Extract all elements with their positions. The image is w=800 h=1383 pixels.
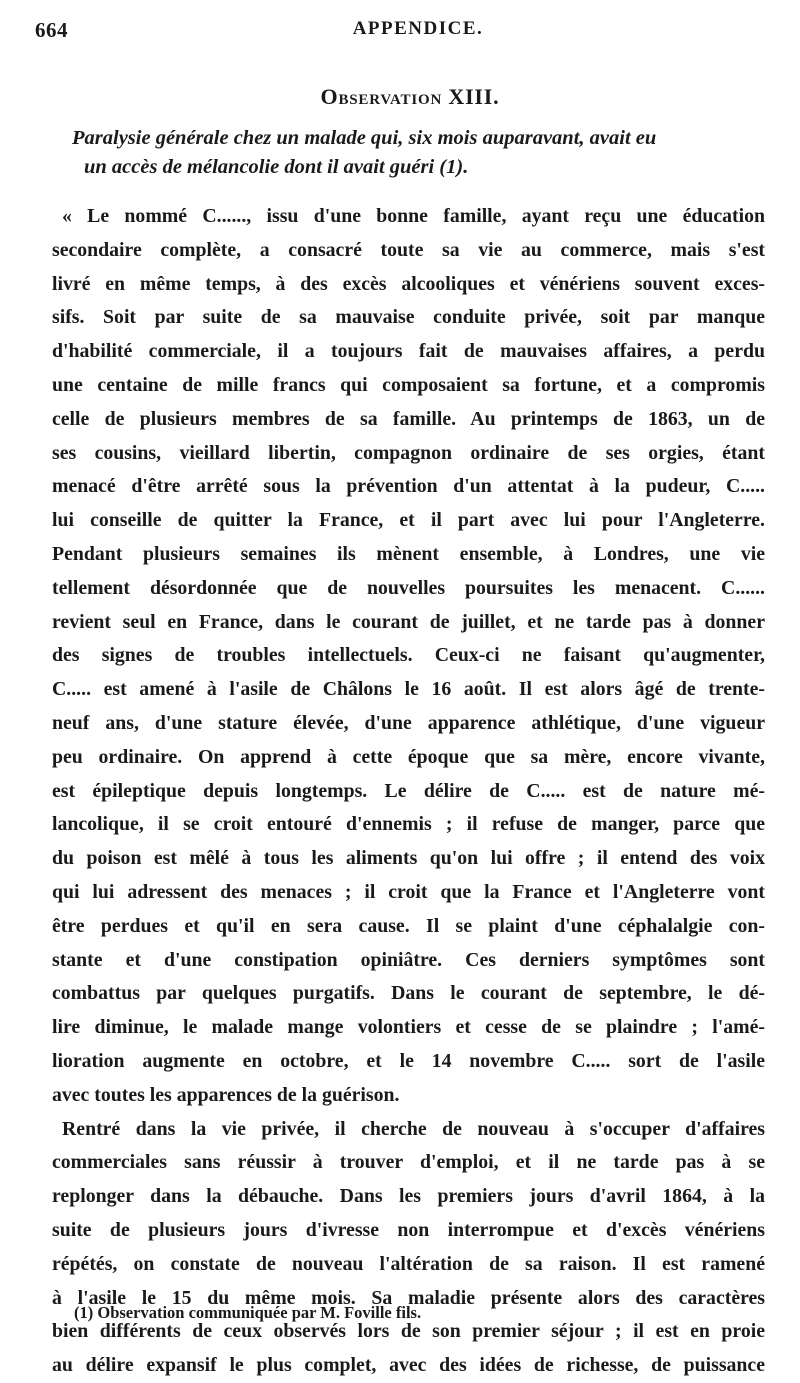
body-line: à l'asile le 15 du même mois. Sa maladie présente alors des caractères <box>52 1286 765 1309</box>
case-title <box>72 124 742 182</box>
body-line: du poison est mêlé à tous les aliments qu'on lui offre ; il entend des voix <box>52 847 765 870</box>
body-text <box>52 200 765 1383</box>
body-line: au délire expansif le plus complet, avec des idées de richesse, de puissance <box>52 1354 765 1377</box>
body-line: Rentré dans la vie privée, il cherche de nouveau à s'occuper d'affaires <box>62 1117 765 1140</box>
body-line: être perdues et qu'il en sera cause. Il se plaint d'une céphalalgie con- <box>52 914 765 937</box>
body-line: celle de plusieurs membres de sa famille. Au printemps de 1863, un de <box>52 407 765 430</box>
body-line: des signes de troubles intellectuels. Ceux-ci ne faisant qu'augmenter, <box>52 644 765 667</box>
body-line: menacé d'être arrêté sous la prévention d'un attentat à la pudeur, C..... <box>52 475 765 498</box>
body-line: ses cousins, vieillard libertin, compagnon ordinaire de ses orgies, étant <box>52 441 765 464</box>
body-line: d'habilité commerciale, il a toujours fait de mauvaises affaires, a perdu <box>52 340 765 363</box>
body-line: lui conseille de quitter la France, et il part avec lui pour l'Angleterre. <box>52 509 765 532</box>
observation-title: Observation XIII. <box>320 84 500 109</box>
running-head: APPENDICE. <box>352 18 484 39</box>
body-line: est épileptique depuis longtemps. Le délire de C..... est de nature mé- <box>52 779 765 802</box>
body-line: replonger dans la débauche. Dans les premiers jours d'avril 1864, à la <box>52 1185 765 1208</box>
body-line: C..... est amené à l'asile de Châlons le 16 août. Il est alors âgé de trente- <box>52 678 765 701</box>
case-title-line-2: un accès de mélancolie dont il avait guéri (1). <box>84 156 469 178</box>
body-line: sifs. Soit par suite de sa mauvaise conduite privée, soit par manque <box>52 306 765 329</box>
body-line: Pendant plusieurs semaines ils mènent ensemble, à Londres, une vie <box>52 542 765 565</box>
page-header <box>35 18 765 48</box>
body-line: lire diminue, le malade mange volontiers et cesse de se plaindre ; l'amé- <box>52 1016 765 1039</box>
body-line: livré en même temps, à des excès alcooliques et vénériens souvent exces- <box>52 272 765 295</box>
case-title-line-1: Paralysie générale chez un malade qui, six mois auparavant, avait eu <box>72 127 657 149</box>
body-line: combattus par quelques purgatifs. Dans le courant de septembre, le dé- <box>52 982 765 1005</box>
body-line: répétés, on constate de nouveau l'altération de sa raison. Il est ramené <box>52 1252 765 1275</box>
body-line: neuf ans, d'une stature élevée, d'une apparence athlétique, d'une vigueur <box>52 711 765 734</box>
body-line: une centaine de mille francs qui composaient sa fortune, et a compromis <box>52 373 765 396</box>
body-line: peu ordinaire. On apprend à cette époque que sa mère, encore vivante, <box>52 745 765 768</box>
body-line: lancolique, il se croit entouré d'ennemis ; il refuse de manger, parce que <box>52 813 765 836</box>
body-line: bien différents de ceux observés lors de son premier séjour ; il est en proie <box>52 1320 765 1343</box>
body-line: stante et d'une constipation opiniâtre. Ces derniers symptômes sont <box>52 948 765 971</box>
body-line: qui lui adressent des menaces ; il croit que la France et l'Angleterre vont <box>52 880 765 903</box>
body-line: commerciales sans réussir à trouver d'emploi, et il ne tarde pas à se <box>52 1151 765 1174</box>
body-line: avec toutes les apparences de la guérison. <box>52 1083 400 1106</box>
footnote: (1) Observation communiquée par M. Foville fils. <box>74 1303 422 1322</box>
body-line: suite de plusieurs jours d'ivresse non interrompue et d'excès vénériens <box>52 1218 765 1241</box>
body-line: « Le nommé C......, issu d'une bonne famille, ayant reçu une éducation <box>62 205 765 227</box>
body-line: secondaire complète, a consacré toute sa vie au commerce, mais s'est <box>52 238 765 261</box>
body-line: lioration augmente en octobre, et le 14 novembre C..... sort de l'asile <box>52 1049 765 1072</box>
page-number: 664 <box>35 18 68 42</box>
body-line: revient seul en France, dans le courant de juillet, et ne tarde pas à donner <box>52 610 765 633</box>
body-line: tellement désordonnée que de nouvelles poursuites les menacent. C...... <box>52 576 765 599</box>
